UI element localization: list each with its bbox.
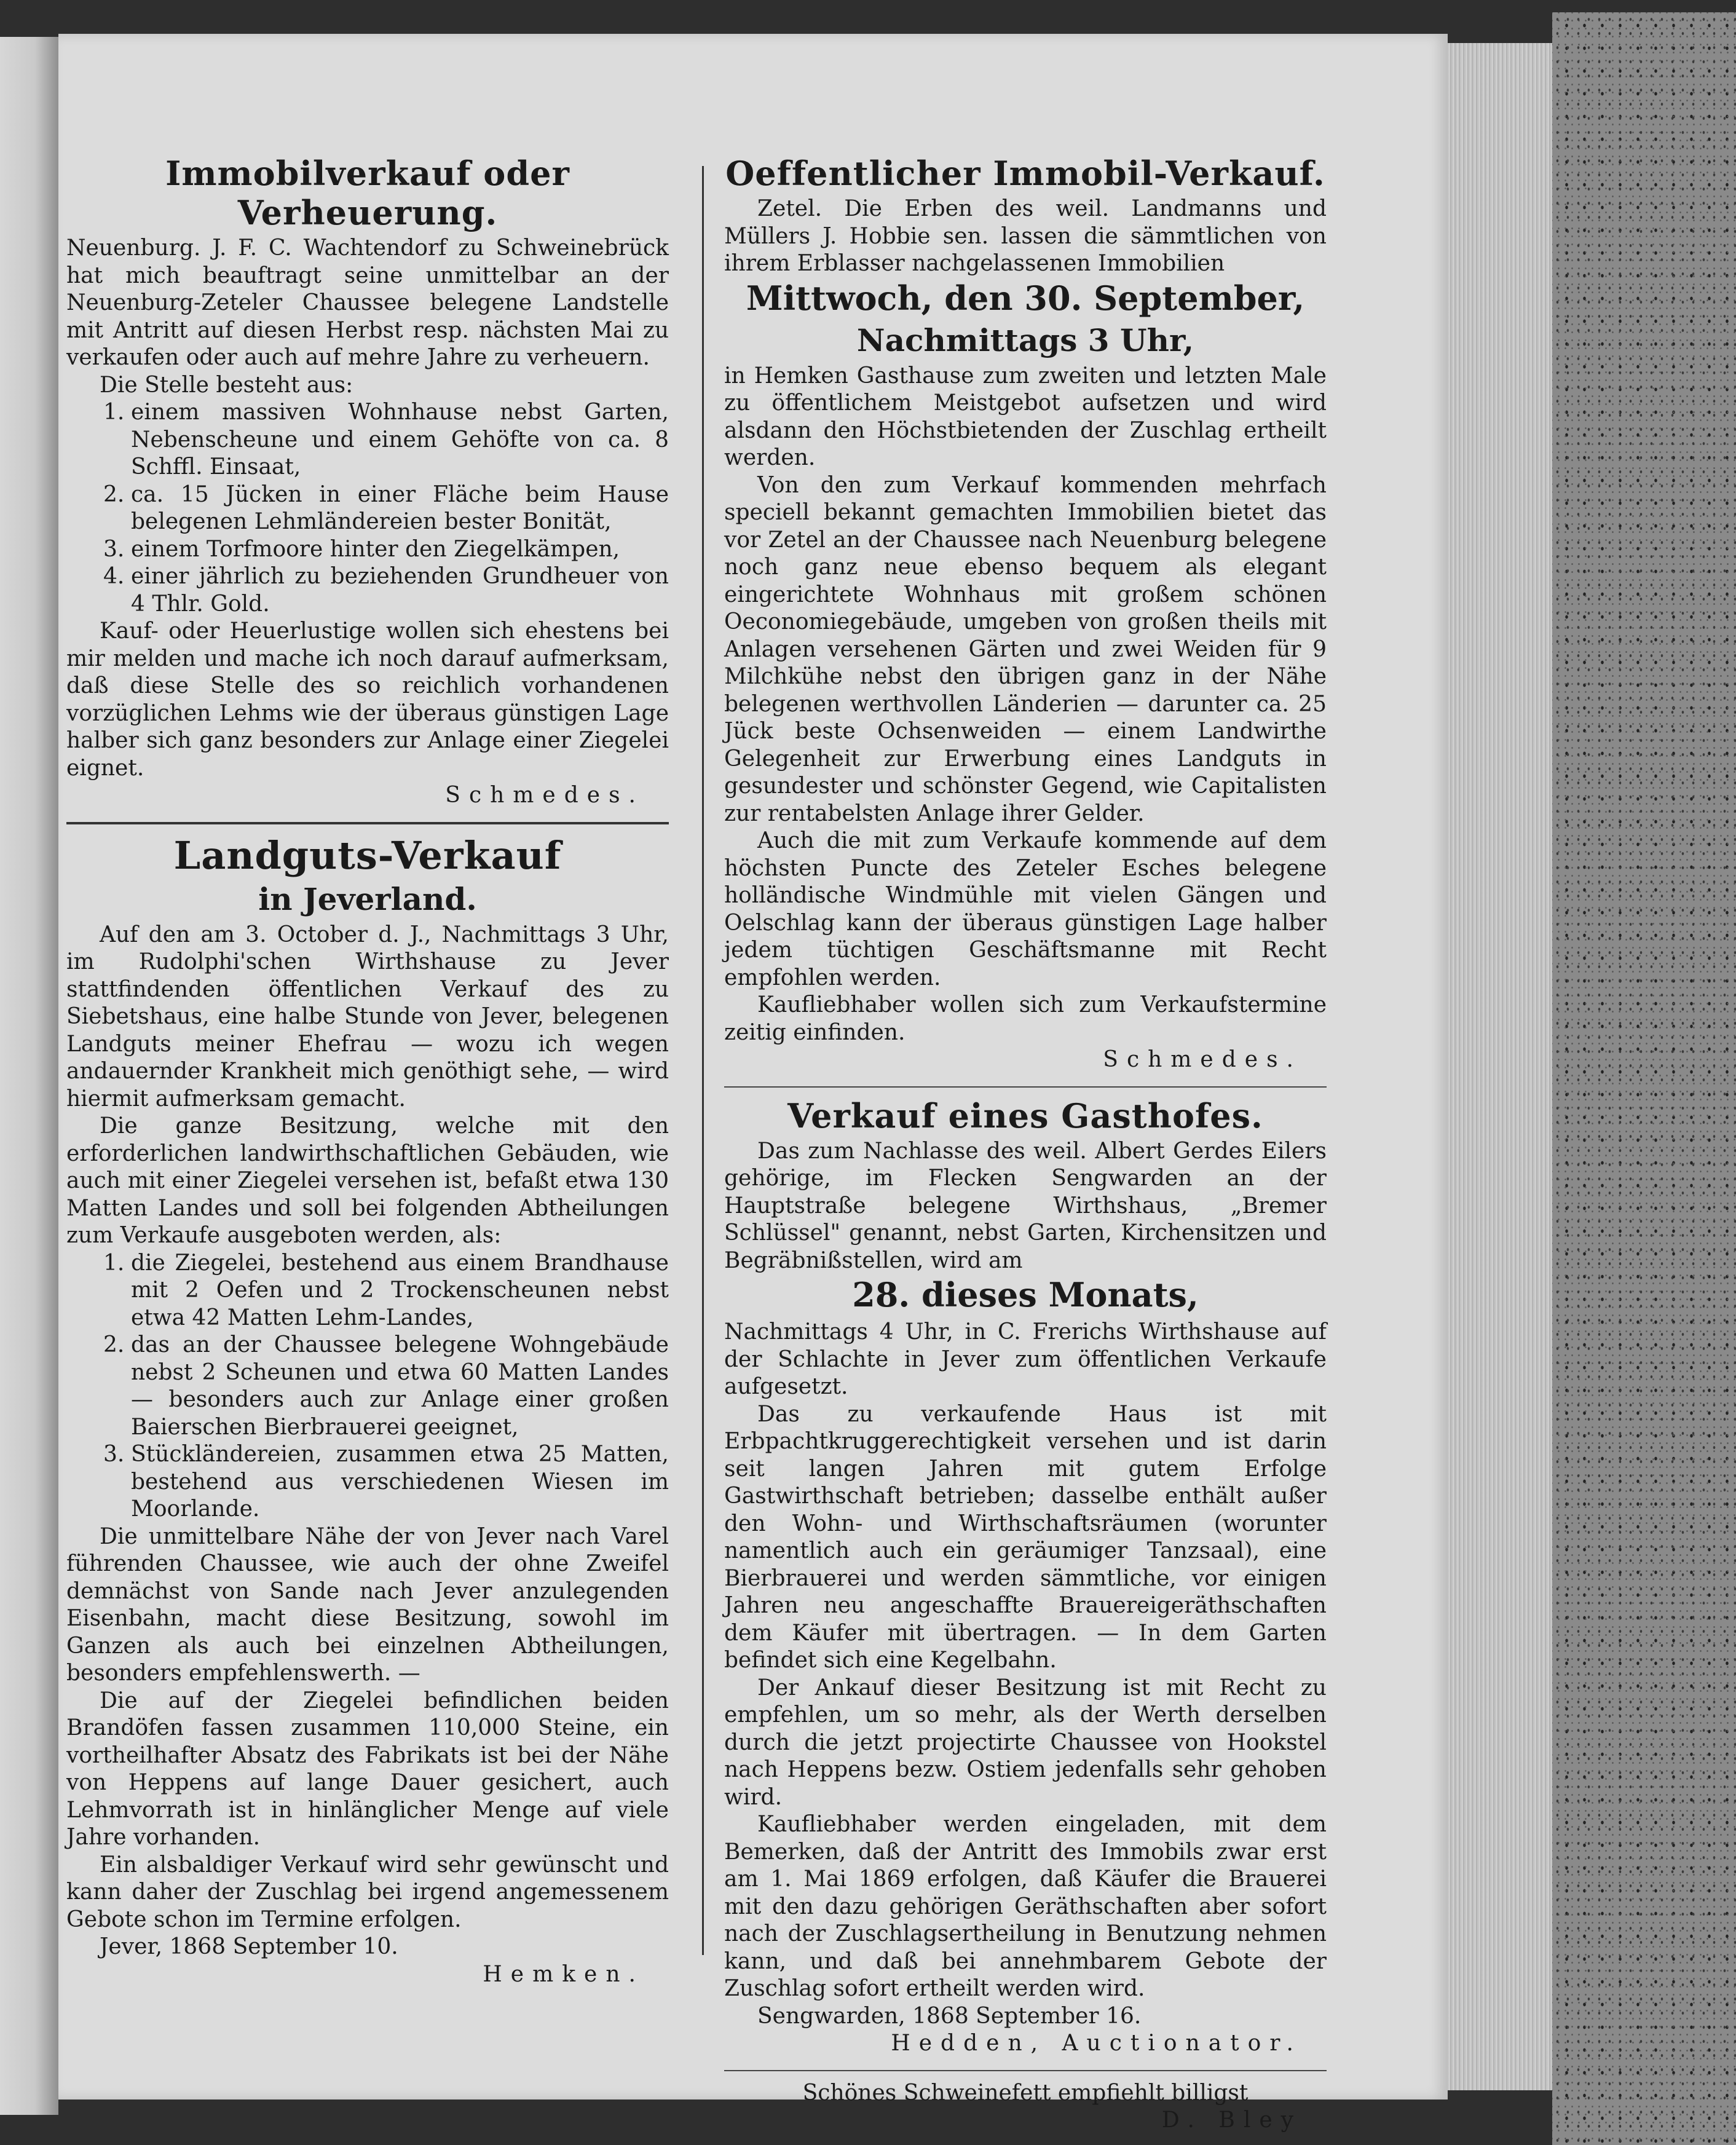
ad-paragraph: Von den zum Verkauf kommenden mehrfach speciell bekannt gemachten Immobilien bietet das vor Zetel an der Chaussee nach Neuenburg belegene noch ganz neue ebenso bequem als elegant eingerichtete Wohnhaus mit großem schönen Oeconomiegebäude, umgeben von großen theils mit Anlagen versehenen Gärten und zwei Weiden für 9 Milchkühe nebst den übrigen ganz in der Nähe belegenen werthvollen Länderien — darunter ca. 25 Jück beste Ochsenweiden — einem Landwirthe Gelegenheit zur Erwerbung eines Landguts in gesundester und schönster Gegend, wie Capitalisten zur rentabelsten Anlage ihrer Gelder. bbox=[724, 472, 1327, 826]
ad-paragraph: Die ganze Besitzung, welche mit den erforderlichen landwirthschaftlichen Gebäuden, wie auch mit einer Ziegelei versehen ist, befaßt etwa 130 Matten Landes und soll bei folgenden Abtheilungen zum Verkaufe ausgeboten werden, als: bbox=[66, 1113, 669, 1248]
ad-immobil-verkauf bbox=[724, 154, 1327, 1074]
ad-paragraph: Der Ankauf dieser Besitzung ist mit Recht zu empfehlen, um so mehr, als der Werth derselben durch die jetzt projectirte Chaussee von Hookstel nach Heppens bezw. Ostiem jedenfalls sehr gehoben wird. bbox=[724, 1675, 1327, 1810]
ad-separator bbox=[66, 822, 669, 824]
ad-title: Verkauf eines Gasthofes. bbox=[787, 1096, 1263, 1136]
list-item: 4. einer jährlich zu beziehenden Grundheuer von 4 Thlr. Gold. bbox=[103, 564, 669, 617]
list-item: 2. ca. 15 Jücken in einer Fläche beim Hause belegenen Lehmländereien bester Bonität, bbox=[103, 481, 669, 534]
ad-subtitle: in Jeverland. bbox=[258, 880, 477, 917]
ad-intro: Zetel. Die Erben des weil. Landmanns und Müllers J. Hobbie sen. lassen die sämmtlichen von ihrem Erblasser nachgelassenen Immobilien bbox=[724, 196, 1327, 276]
list-item: 1. die Ziegelei, bestehend aus einem Brandhause mit 2 Oefen und 2 Trockenscheunen nebst etwa 42 Matten Lehm-Landes, bbox=[103, 1250, 669, 1330]
ad-paragraph: Nachmittags 4 Uhr, in C. Frerichs Wirthshause auf der Schlachte in Jever zum öffentlichen Verkaufe aufgesetzt. bbox=[724, 1319, 1327, 1399]
list-item: 2. das an der Chaussee belegene Wohngebäude nebst 2 Scheunen und etwa 60 Matten Landes — besonders auch zur Anlage einer großen Baierschen Bierbrauerei geeignet, bbox=[103, 1332, 669, 1440]
ad-paragraph: Das zum Nachlasse des weil. Albert Gerdes Eilers gehörige, im Flecken Sengwarden an der Hauptstraße belegene Wirthshaus, „Bremer Schlüssel" genannt, nebst Garten, Kirchensitzen und Begräbnißstellen, wird am bbox=[724, 1138, 1327, 1273]
list-item: 1. einem massiven Wohnhause nebst Garten, Nebenscheune und einem Gehöfte von ca. 8 Schffl. Einsaat, bbox=[103, 400, 669, 480]
right-column bbox=[724, 154, 1327, 2141]
ad-paragraph: Die auf der Ziegelei befindlichen beiden Brandöfen fassen zusammen 110,000 Steine, ein vortheilhafter Absatz des Fabrikats ist bei der Nähe von Heppens auf lange Dauer gesichert, auch Lehmvorrath ist in hinlänglicher Menge auf viele Jahre vorhanden. bbox=[66, 1688, 669, 1850]
ad-date-line: 28. dieses Monats, bbox=[852, 1275, 1199, 1314]
ad-signature: Schmedes. bbox=[1103, 1047, 1302, 1072]
ad-signature: Hedden, Auctionator. bbox=[891, 2031, 1302, 2056]
ad-paragraph: Kaufliebhaber wollen sich zum Verkaufstermine zeitig einfinden. bbox=[724, 992, 1327, 1045]
ad-paragraph: Kaufliebhaber werden eingeladen, mit dem Bemerken, daß der Antritt des Immobils zwar erst am 1. Mai 1869 erfolgen, daß Käufer die Brauerei mit den dazu gehörigen Geräthschaften aber sofort nach der Zuschlagsertheilung in Benutzung nehmen kann, und daß bei annehmbarem Gebote der Zuschlag sofort ertheilt werden wird. bbox=[724, 1812, 1327, 2001]
ad-title: Landguts-Verkauf bbox=[173, 832, 562, 878]
list-item: 3. einem Torfmoore hinter den Ziegelkämpen, bbox=[103, 536, 620, 562]
ad-paragraph: Das zu verkaufende Haus ist mit Erbpachtkruggerechtigkeit versehen und ist darin seit langen Jahren mit gutem Erfolge Gastwirthschaft betrieben; dasselbe enthält außer den Wohn- und Wirthschaftsräumen (worunter namentlich auch ein geräumiger Tanzsaal), eine Bierbrauerei und werden sämmtliche, vor einigen Jahren neu angeschaffte Brauereigeräthschaften dem Käufer mit übertragen. — In dem Garten befindet sich eine Kegelbahn. bbox=[724, 1401, 1327, 1673]
ad-separator bbox=[724, 2070, 1327, 2071]
ad-gasthof-verkauf bbox=[724, 1096, 1327, 2058]
ad-list-intro: Die Stelle besteht aus: bbox=[100, 372, 353, 398]
ad-signature: Hemken. bbox=[483, 1961, 644, 1987]
ad-title: Immobilverkauf oder Verheuerung. bbox=[165, 154, 570, 232]
ad-dateline: Jever, 1868 September 10. bbox=[100, 1934, 398, 1959]
ad-title: Oeffentlicher Immobil-Verkauf. bbox=[725, 154, 1325, 193]
ad-separator bbox=[724, 1086, 1327, 1088]
ad-signature: Schmedes. bbox=[445, 783, 644, 808]
book-cover-edge bbox=[1552, 12, 1736, 2145]
ad-item-list bbox=[66, 399, 669, 618]
list-item: 3. Stückländereien, zusammen etwa 25 Matten, bestehend aus verschiedenen Wiesen im Moorlande. bbox=[103, 1442, 669, 1522]
ad-item-list bbox=[66, 1250, 669, 1523]
column-divider bbox=[702, 166, 704, 1955]
ad-paragraph: Die unmittelbare Nähe der von Jever nach Varel führenden Chaussee, wie auch der ohne Zweifel demnächst von Sande nach Jever anzulegenden Eisenbahn, macht diese Besitzung, sowohl im Ganzen als auch bei einzelnen Abtheilungen, besonders empfehlenswerth. — bbox=[66, 1523, 669, 1686]
left-column bbox=[66, 154, 669, 1994]
ad-date-line: Mittwoch, den 30. September, bbox=[746, 278, 1305, 318]
ad-paragraph: Ein alsbaldiger Verkauf wird sehr gewünscht und kann daher der Zuschlag bei irgend angemessenem Gebote schon im Termine erfolgen. bbox=[66, 1852, 669, 1932]
page-edges bbox=[1448, 43, 1552, 2090]
ad-text: Schönes Schweinefett empfiehlt billigst bbox=[802, 2080, 1249, 2106]
ad-intro: Auf den am 3. October d. J., Nachmittags 3 Uhr, im Rudolphi'schen Wirthshause zu Jever stattfindenden öffentlichen Verkauf des zu Siebetshaus, eine halbe Stunde von Jever, belegenen Landguts meiner Ehefrau — wozu ich wegen andauernder Krankheit mich genöthigt sehe, — wird hiermit aufmerksam gemacht. bbox=[66, 922, 669, 1112]
ad-intro: Neuenburg. J. F. C. Wachtendorf zu Schweinebrück hat mich beauftragt seine unmittelbar an der Neuenburg-Zeteler Chaussee belegene Landstelle mit Antritt auf diesen Herbst resp. nächsten Mai zu verkaufen oder auch auf mehre Jahre zu verheuern. bbox=[66, 235, 669, 370]
ad-closing: Kauf- oder Heuerlustige wollen sich ehestens bei mir melden und mache ich noch darauf aufmerksam, daß diese Stelle des so reichlich vorhandenen vorzüglichen Lehms wie der überaus günstigen Lage halber sich ganz besonders zur Anlage einer Ziegelei eignet. bbox=[66, 618, 669, 781]
ad-landguts-verkauf bbox=[66, 833, 669, 1989]
ad-paragraph: in Hemken Gasthause zum zweiten und letzten Male zu öffentlichem Meistgebot aufsetzen und wird alsdann den Höchstbietenden der Zuschlag ertheilt werden. bbox=[724, 363, 1327, 470]
ad-schweinefett bbox=[724, 2080, 1327, 2135]
ad-signature: D. Bley bbox=[1161, 2107, 1302, 2133]
ad-time-line: Nachmittags 3 Uhr, bbox=[856, 322, 1194, 358]
ad-immobilverkauf bbox=[66, 154, 669, 810]
left-page-gutter bbox=[0, 37, 58, 2115]
ad-dateline: Sengwarden, 1868 September 16. bbox=[757, 2003, 1142, 2029]
ad-paragraph: Auch die mit zum Verkaufe kommende auf dem höchsten Puncte des Zeteler Esches belegene holländische Windmühle mit vielen Gängen und Oelschlag kann der überaus günstigen Lage halber jedem tüchtigen Geschäftsmanne mit Recht empfohlen werden. bbox=[724, 828, 1327, 990]
